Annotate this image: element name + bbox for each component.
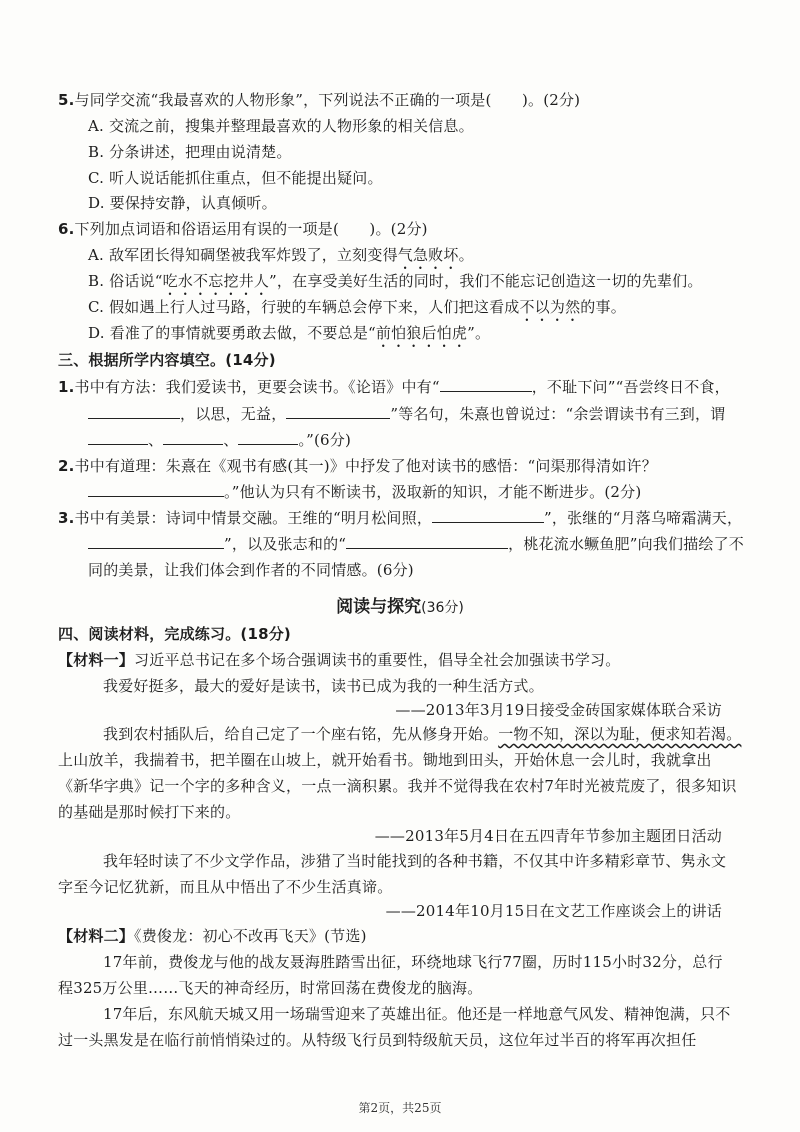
material-1-para-2-line2: 上山放羊，我揣着书，把羊圈在山坡上，就开始看书。锄地到田头，开始休息一会儿时，我就拿出 <box>58 751 712 769</box>
q6-a-post: 。 <box>458 246 474 264</box>
sec3-q1-number: 1. <box>58 378 75 396</box>
material-2-title: 《费俊龙：初心不改再飞天》(节选) <box>134 927 367 945</box>
text: 书中有美景：诗词中情景交融。王维的“明月松间照， <box>74 509 433 527</box>
q5-option-b: B. 分条讲述，把理由说清楚。 <box>88 143 292 161</box>
material-1-source-3: ——2014年10月15日在文艺工作座谈会上的讲话 <box>385 902 722 920</box>
q5-option-d: D. 要保持安静，认真倾听。 <box>88 194 277 212</box>
q6-option-a <box>88 245 474 273</box>
fill-blank[interactable] <box>88 430 148 445</box>
reading-score: (36分) <box>421 600 464 616</box>
q6-option-c <box>88 297 626 325</box>
text: 、 <box>148 431 164 449</box>
section-4-title: 四、阅读材料，完成练习。(18分) <box>58 625 291 643</box>
text: ，桃花流水鳜鱼肥”向我们描绘了不 <box>508 535 745 553</box>
material-2-heading <box>58 926 367 946</box>
fill-blank[interactable] <box>88 482 224 497</box>
q5-number: 5. <box>58 91 75 109</box>
fill-blank[interactable] <box>432 508 544 523</box>
reading-title-text: 阅读与探究 <box>336 597 422 617</box>
material-1-source-2: ——2013年5月4日在五四青年节参加主题团日活动 <box>374 827 722 845</box>
material-1-para-2-line1 <box>103 724 741 744</box>
material-1-para-1: 我爱好挺多，最大的爱好是读书，读书已成为我的一种生活方式。 <box>103 677 544 695</box>
text: 书中有道理：朱熹在《观书有感(其一)》中抒发了他对读书的感悟：“问渠那得清如许？ <box>74 457 657 475</box>
q6-d-pre: D. 看准了的事情就要勇敢去做，不要总是“ <box>88 324 376 342</box>
sec3-q3-line3: 同的美景，让我们体会到作者的不同情感。(6分) <box>88 561 414 579</box>
q6-d-dotted-phrase: 前怕狼后怕虎 <box>375 324 468 342</box>
fill-blank[interactable] <box>440 377 532 392</box>
page-footer: 第2页，共25页 <box>358 1101 442 1115</box>
material-2-para-1-line1: 17年前，费俊龙与他的战友聂海胜踏雪出征，环绕地球飞行77圈，历时115小时32分，总行 <box>103 953 723 971</box>
sec3-q2-line1 <box>58 456 657 476</box>
q5-option-c: C. 听人说话能抓住重点，但不能提出疑问。 <box>88 169 383 187</box>
sec3-q3-line2 <box>88 534 744 554</box>
sec3-q1-line3 <box>88 430 351 450</box>
text: 习近平总书记在多个场合强调读书的重要性，倡导全社会加强读书学习。 <box>134 651 621 669</box>
material-2-tag: 【材料二】 <box>58 927 135 945</box>
text: 。”他认为只有不断读书，汲取新的知识，才能不断进步。(2分) <box>224 483 642 501</box>
text: ”，以及张志和的“ <box>224 535 347 553</box>
material-2-para-1-line2: 程325万公里……飞天的神奇经历，时常回荡在费俊龙的脑海。 <box>58 979 483 997</box>
reading-section-title <box>0 592 800 617</box>
q6-c-dotted-phrase: 不以为然 <box>519 298 581 316</box>
q6-b-dotted-phrase: 吃水不忘挖井人 <box>162 272 270 290</box>
fill-blank[interactable] <box>286 404 390 419</box>
q6-c-pre: C. 假如遇上行人过马路，行驶的车辆总会停下来，人们把这看成 <box>88 298 520 316</box>
material-1-para-3-line2: 字至今记忆犹新，而且从中悟出了不少生活真谛。 <box>58 878 393 896</box>
q6-option-b <box>88 271 703 299</box>
fill-blank[interactable] <box>163 430 223 445</box>
material-1-source-1: ——2013年3月19日接受金砖国家媒体联合采访 <box>395 701 722 719</box>
q6-b-post: ”，在享受美好生活的同时，我们不能忘记创造这一切的先辈们。 <box>269 272 703 290</box>
section-3-title: 三、根据所学内容填空。(14分) <box>58 351 276 369</box>
q6-a-dotted-phrase: 气急败坏 <box>397 246 459 264</box>
material-1-tag: 【材料一】 <box>58 651 135 669</box>
q6-text: 下列加点词语和俗语运用有误的一项是( )。(2分) <box>74 220 428 238</box>
text: 我到农村插队后，给自己定了一个座右铭，先从修身开始。 <box>103 725 499 743</box>
text: ”，张继的“月落乌啼霜满天， <box>544 509 743 527</box>
sec3-q3-line1 <box>58 508 742 528</box>
text: ”等名句，朱熹也曾说过：“余尝谓读书有三到，谓 <box>390 405 726 423</box>
wavy-underlined-sentence: 一物不知，深以为耻，便求知若渴。 <box>498 725 742 743</box>
sec3-q2-line2 <box>88 482 641 502</box>
q6-option-d <box>88 323 490 351</box>
q5-option-a: A. 交流之前，搜集并整理最喜欢的人物形象的相关信息。 <box>88 117 474 135</box>
fill-blank[interactable] <box>346 534 508 549</box>
sec3-q1-line2 <box>88 404 725 424</box>
text: ，不耻下问”“吾尝终日不食， <box>531 378 730 396</box>
q6-b-pre: B. 俗话说“ <box>88 272 163 290</box>
q5-stem <box>58 90 580 110</box>
fill-blank[interactable] <box>88 404 180 419</box>
q6-stem <box>58 219 428 239</box>
q6-a-pre: A. 敌军团长得知碉堡被我军炸毁了，立刻变得 <box>88 246 398 264</box>
q5-text: 与同学交流“我最喜欢的人物形象”，下列说法不正确的一项是( )。(2分) <box>74 91 581 109</box>
material-2-para-2-line2: 过一头黑发是在临行前悄悄染过的。从特级飞行员到特级航天员，这位年过半百的将军再次担任 <box>58 1031 697 1049</box>
fill-blank[interactable] <box>238 430 298 445</box>
q6-d-post: ”。 <box>467 324 491 342</box>
material-2-para-2-line1: 17年后，东风航天城又用一场瑞雪迎来了英雄出征。他还是一样地意气风发、精神饱满，只不 <box>103 1005 731 1023</box>
sec3-q1-line1 <box>58 377 730 397</box>
fill-blank[interactable] <box>88 534 224 549</box>
q6-number: 6. <box>58 220 75 238</box>
sec3-q2-number: 2. <box>58 457 75 475</box>
sec3-q3-number: 3. <box>58 509 75 527</box>
material-1-para-2-line4: 的基础是那时候打下来的。 <box>58 803 241 821</box>
material-1-para-3-line1: 我年轻时读了不少文学作品，涉猎了当时能找到的各种书籍，不仅其中许多精彩章节、隽永文 <box>103 852 727 870</box>
text: 书中有方法：我们爱读书，更要会读书。《论语》中有“ <box>74 378 440 396</box>
text: ，以思，无益， <box>180 405 287 423</box>
q6-c-post: 的事。 <box>580 298 626 316</box>
material-1-para-2-line3: 《新华字典》记一个字的多种含义，一点一滴积累。我并不觉得我在农村7年时光被荒废了，很多知识 <box>58 777 737 795</box>
text: 、 <box>223 431 239 449</box>
text: 。”(6分) <box>298 431 352 449</box>
material-1-intro <box>58 650 620 670</box>
